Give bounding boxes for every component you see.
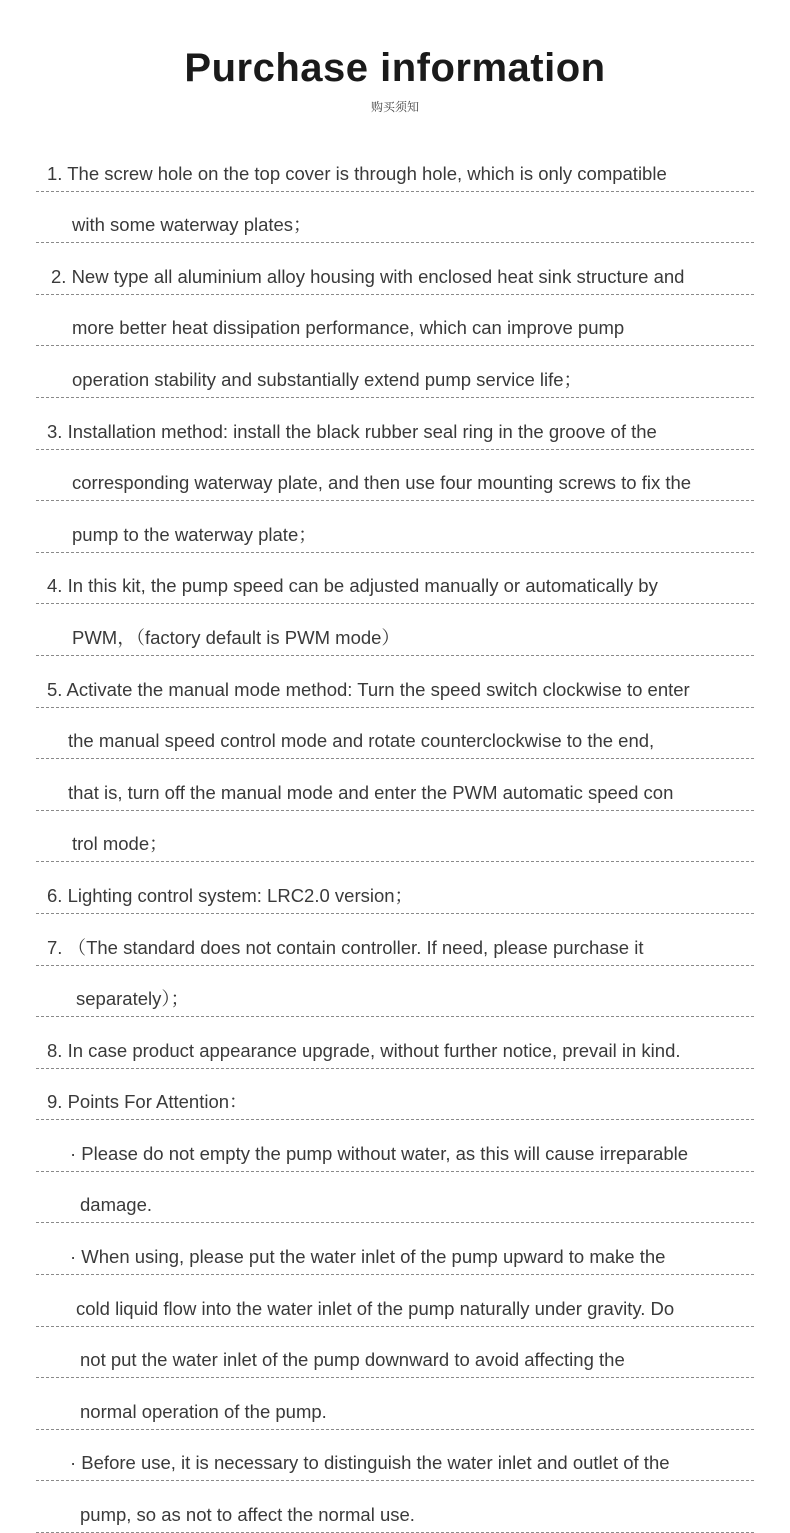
info-line-text: cold liquid flow into the water inlet of the pump naturally under gravity. Do xyxy=(76,1297,675,1319)
info-line xyxy=(36,862,754,914)
info-line xyxy=(36,708,754,760)
info-line xyxy=(36,1481,754,1533)
info-line-text: 4. In this kit, the pump speed can be adjusted manually or automatically by xyxy=(47,575,658,597)
info-line-text: operation stability and substantially extend pump service life； xyxy=(72,368,583,390)
info-line-text: 3. Installation method: install the black rubber seal ring in the groove of the xyxy=(47,420,657,442)
info-line xyxy=(36,553,754,605)
info-line-text: 2. New type all aluminium alloy housing with enclosed heat sink structure and xyxy=(51,265,685,287)
info-line-text: damage. xyxy=(80,1194,152,1216)
info-line xyxy=(36,1017,754,1069)
info-line-text: more better heat dissipation performance, which can improve pump xyxy=(72,317,625,339)
info-line-text: 6. Lighting control system: LRC2.0 version； xyxy=(47,884,414,906)
info-line-text: not put the water inlet of the pump downward to avoid affecting the xyxy=(80,1349,625,1371)
info-line-text: corresponding waterway plate, and then use four mounting screws to fix the xyxy=(72,472,692,494)
info-line xyxy=(36,501,754,553)
info-line-text: 8. In case product appearance upgrade, without further notice, prevail in kind. xyxy=(47,1039,681,1061)
purchase-info-list xyxy=(36,140,754,1533)
info-line-text: pump, so as not to affect the normal use. xyxy=(80,1504,415,1526)
info-line-text: 5. Activate the manual mode method: Turn the speed switch clockwise to enter xyxy=(47,678,690,700)
info-line-text: trol mode； xyxy=(72,833,168,855)
info-line-text: · When using, please put the water inlet of the pump upward to make the xyxy=(70,1246,666,1268)
info-line-text: with some waterway plates； xyxy=(72,214,312,236)
info-line-text: 9. Points For Attention： xyxy=(47,1091,248,1113)
info-line xyxy=(36,914,754,966)
info-line-text: the manual speed control mode and rotate counterclockwise to the end, xyxy=(68,730,655,752)
info-line xyxy=(36,192,754,244)
info-line-text: separately）； xyxy=(76,988,190,1010)
info-line-text: pump to the waterway plate； xyxy=(72,523,317,545)
info-line xyxy=(36,604,754,656)
info-line xyxy=(36,243,754,295)
info-line-text: that is, turn off the manual mode and enter the PWM automatic speed con xyxy=(68,781,674,803)
page-title: Purchase information xyxy=(184,46,606,90)
info-line xyxy=(36,1378,754,1430)
info-line xyxy=(36,1275,754,1327)
info-line xyxy=(36,450,754,502)
info-line xyxy=(36,140,754,192)
info-line-text: · Please do not empty the pump without water, as this will cause irreparable xyxy=(70,1142,689,1164)
info-line xyxy=(36,759,754,811)
info-line-text: normal operation of the pump. xyxy=(80,1400,327,1422)
info-line-text: 7. （The standard does not contain controller. If need, please purchase it xyxy=(47,936,644,958)
info-line xyxy=(36,295,754,347)
info-line xyxy=(36,1223,754,1275)
info-line xyxy=(36,966,754,1018)
info-line xyxy=(36,1069,754,1121)
info-line-text: 1. The screw hole on the top cover is through hole, which is only compatible xyxy=(47,162,667,184)
info-line xyxy=(36,1430,754,1482)
info-line-text: PWM，（factory default is PWM mode） xyxy=(72,626,400,648)
info-line xyxy=(36,1327,754,1379)
info-line xyxy=(36,398,754,450)
info-line xyxy=(36,811,754,863)
info-line xyxy=(36,1172,754,1224)
info-line-text: · Before use, it is necessary to distinguish the water inlet and outlet of the xyxy=(70,1452,670,1474)
info-line xyxy=(36,346,754,398)
page-subtitle: 购买须知 xyxy=(370,100,419,114)
info-line xyxy=(36,1120,754,1172)
info-line xyxy=(36,656,754,708)
